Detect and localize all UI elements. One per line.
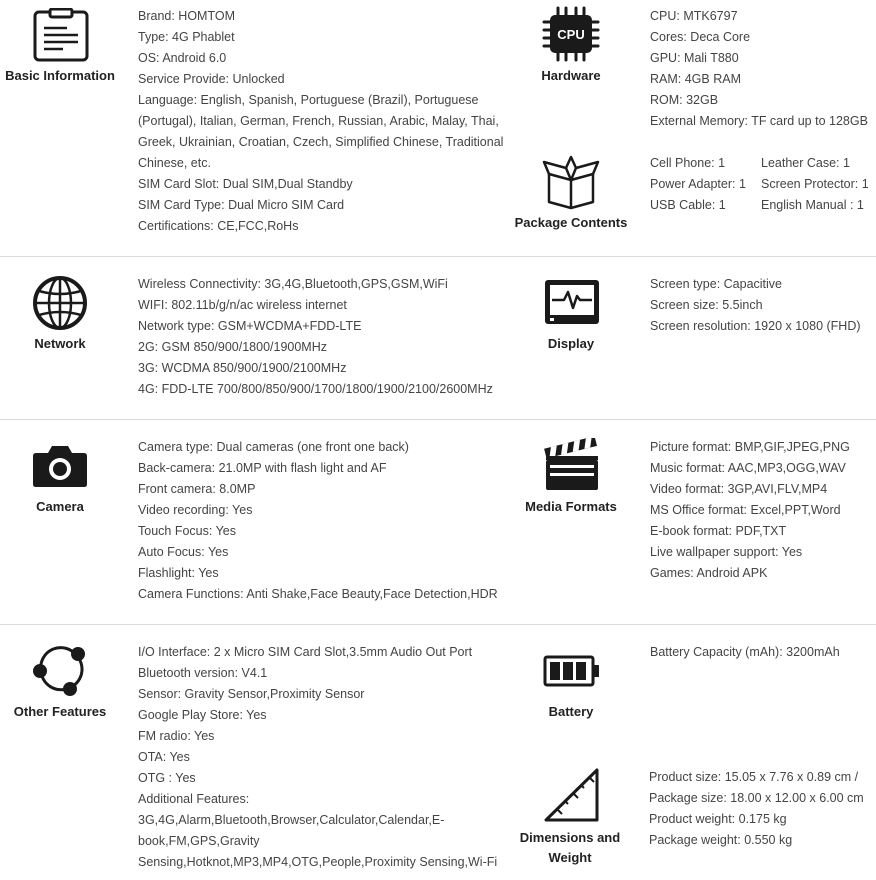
clipboard-icon [33, 8, 89, 62]
package-item: Power Adapter: 1 [650, 177, 746, 191]
spec-line: Service Provide: Unlocked [138, 72, 285, 86]
spec-line: Certifications: CE,FCC,RoHs [138, 219, 299, 233]
camera-icon [32, 444, 88, 488]
spec-line: Brand: HOMTOM [138, 9, 236, 23]
category-title: Camera [36, 499, 84, 514]
spec-line: Live wallpaper support: Yes [650, 545, 803, 559]
category-title: Hardware [541, 68, 601, 83]
package-item: Cell Phone: 1 [650, 156, 726, 170]
spec-line: Package weight: 0.550 kg [649, 833, 793, 847]
spec-list [138, 642, 510, 873]
spec-line: Back-camera: 21.0MP with flash light and AF [138, 461, 387, 475]
spec-list [138, 6, 518, 237]
package-col-1 [650, 153, 760, 216]
spec-list [650, 437, 876, 584]
spec-line: Sensor: Gravity Sensor,Proximity Sensor [138, 687, 365, 701]
spec-line: Type: 4G Phablet [138, 30, 235, 44]
package-item: USB Cable: 1 [650, 198, 726, 212]
spec-list [138, 274, 518, 400]
section-network [0, 257, 876, 419]
cpu-chip-icon [541, 6, 601, 62]
spec-line: Flashlight: Yes [138, 566, 219, 580]
spec-line: Camera type: Dual cameras (one front one back) [138, 440, 409, 454]
spec-list [138, 437, 518, 605]
clapperboard-icon [544, 438, 600, 492]
spec-line: Network type: GSM+WCDMA+FDD-LTE [138, 319, 362, 333]
category-title: Package Contents [514, 215, 628, 230]
spec-line: Front camera: 8.0MP [138, 482, 256, 496]
category-title: Network [34, 336, 86, 351]
globe-icon [32, 275, 88, 331]
spec-line: I/O Interface: 2 x Micro SIM Card Slot,3.5mm Audio Out Port [138, 645, 473, 659]
spec-line: Picture format: BMP,GIF,JPEG,PNG [650, 440, 850, 454]
spec-line: CPU: MTK6797 [650, 9, 738, 23]
spec-line: E-book format: PDF,TXT [650, 524, 787, 538]
ruler-triangle-icon [543, 768, 601, 822]
spec-line: Screen resolution: 1920 x 1080 (FHD) [650, 319, 861, 333]
spec-line: OS: Android 6.0 [138, 51, 227, 65]
spec-line: 4G: FDD-LTE 700/800/850/900/1700/1800/1900/2100/2600MHz [138, 382, 493, 396]
spec-line: WIFI: 802.11b/g/n/ac wireless internet [138, 298, 347, 312]
spec-line: SIM Card Slot: Dual SIM,Dual Standby [138, 177, 353, 191]
spec-line: External Memory: TF card up to 128GB [650, 114, 868, 128]
spec-line: Package size: 18.00 x 12.00 x 6.00 cm [649, 791, 864, 805]
spec-line: Cores: Deca Core [650, 30, 751, 44]
spec-line: Additional Features: [138, 792, 250, 806]
spec-list [649, 767, 876, 851]
spec-line: GPU: Mali T880 [650, 51, 739, 65]
spec-line: Touch Focus: Yes [138, 524, 236, 538]
spec-line: OTA: Yes [138, 750, 190, 764]
category-title: Other Features [13, 704, 107, 719]
spec-line: Battery Capacity (mAh): 3200mAh [650, 645, 840, 659]
category-title: Dimensions and Weight [519, 830, 621, 865]
category-title: Basic Information [5, 68, 115, 83]
spec-line: SIM Card Type: Dual Micro SIM Card [138, 198, 345, 212]
section-basic-information [0, 0, 876, 256]
spec-line: Camera Functions: Anti Shake,Face Beauty,Face Detection,HDR [138, 587, 498, 601]
spec-list [650, 274, 876, 337]
spec-line: 2G: GSM 850/900/1800/1900MHz [138, 340, 328, 354]
spec-line: Games: Android APK [650, 566, 768, 580]
battery-icon [543, 655, 601, 687]
spec-line: Screen type: Capacitive [650, 277, 783, 291]
category-title: Display [547, 336, 595, 351]
cpu-icon-label: CPU [557, 27, 585, 42]
spec-list [650, 6, 876, 132]
section-other-features [0, 625, 876, 880]
spec-line: Auto Focus: Yes [138, 545, 229, 559]
package-box-icon [541, 154, 601, 210]
spec-line: ROM: 32GB [650, 93, 719, 107]
spec-line: RAM: 4GB RAM [650, 72, 741, 86]
spec-line: Product size: 15.05 x 7.76 x 0.89 cm / [649, 770, 859, 784]
spec-line: MS Office format: Excel,PPT,Word [650, 503, 841, 517]
display-monitor-icon [544, 279, 600, 325]
share-nodes-icon [31, 644, 89, 698]
spec-line: Music format: AAC,MP3,OGG,WAV [650, 461, 846, 475]
spec-line: Wireless Connectivity: 3G,4G,Bluetooth,GPS,GSM,WiFi [138, 277, 448, 291]
package-col-2 [761, 153, 876, 216]
package-item: Leather Case: 1 [761, 156, 850, 170]
category-title: Battery [548, 704, 594, 719]
section-camera [0, 420, 876, 624]
spec-line: FM radio: Yes [138, 729, 215, 743]
spec-line: Google Play Store: Yes [138, 708, 267, 722]
package-item: Screen Protector: 1 [761, 177, 869, 191]
spec-line: Video format: 3GP,AVI,FLV,MP4 [650, 482, 828, 496]
category-title: Media Formats [525, 499, 617, 514]
spec-line: Video recording: Yes [138, 503, 253, 517]
spec-line: Language: English, Spanish, Portuguese (Brazil), Portuguese (Portugal), Italian, German, French, Russian, Arabic, Malay, Thai, Greek, Ukrainian, Croatian, Czech, Simplified Chinese, Traditional Chinese, etc. [138, 93, 504, 170]
spec-list [650, 642, 876, 663]
package-item: English Manual : 1 [761, 198, 864, 212]
spec-line: 3G: WCDMA 850/900/1900/2100MHz [138, 361, 347, 375]
spec-line: Product weight: 0.175 kg [649, 812, 787, 826]
spec-line: OTG : Yes [138, 771, 196, 785]
spec-line: Screen size: 5.5inch [650, 298, 763, 312]
spec-line: Bluetooth version: V4.1 [138, 666, 268, 680]
spec-line: 3G,4G,Alarm,Bluetooth,Browser,Calculator,Calendar,E-book,FM,GPS,Gravity Sensing,Hotknot,MP3,MP4,OTG,People,Proximity Sensing,Wi-Fi [138, 813, 498, 869]
